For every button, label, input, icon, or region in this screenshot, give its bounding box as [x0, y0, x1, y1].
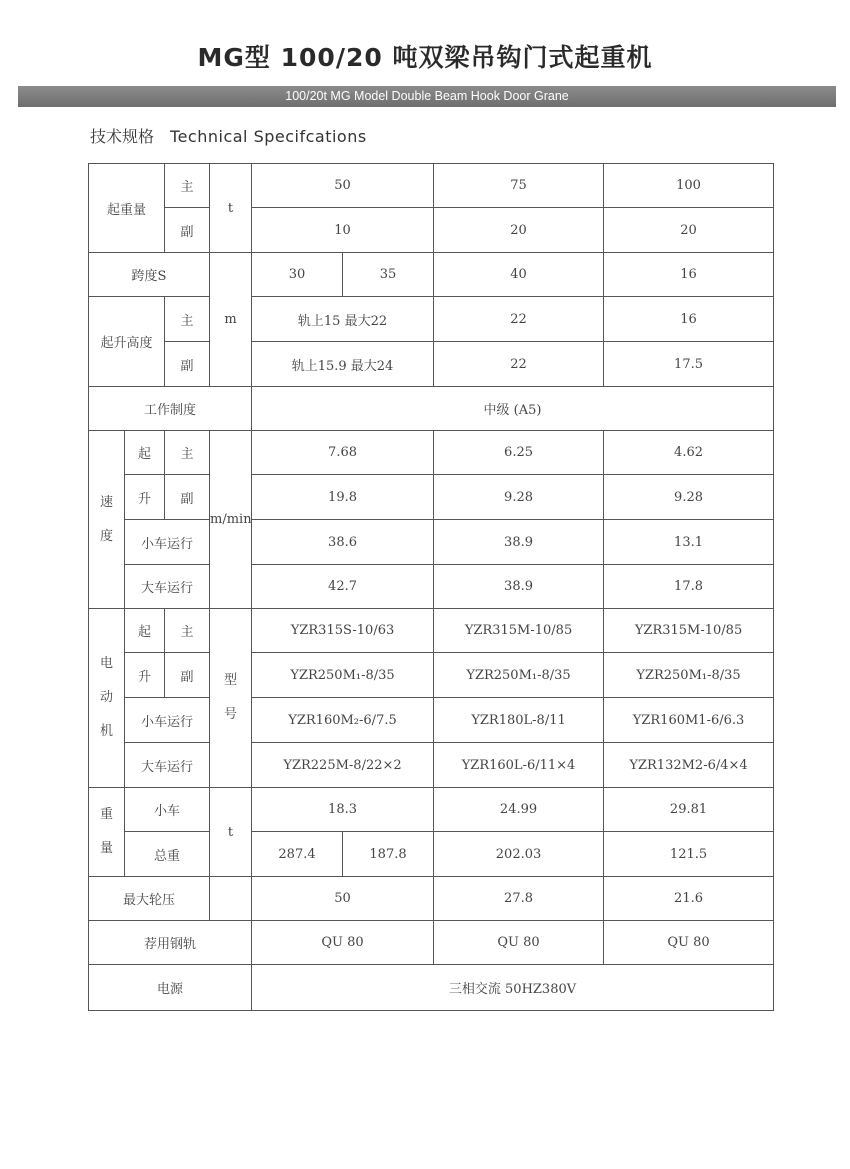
table-row [89, 565, 774, 609]
table-row [89, 832, 774, 877]
table-cell: 16 [604, 253, 774, 297]
table-cell: 42.7 [252, 565, 434, 609]
table-cell: 17.5 [604, 342, 774, 387]
row-label: 起重量 [89, 164, 165, 253]
table-cell: 20 [434, 208, 604, 253]
table-cell: 50 [252, 164, 434, 208]
table-row [89, 965, 774, 1011]
table-cell: YZR315S-10/63 [252, 609, 434, 653]
row-sublabel: 升 [125, 475, 165, 520]
row-sublabel: 副 [165, 653, 210, 698]
table-cell: 19.8 [252, 475, 434, 520]
row-label: 跨度S [89, 253, 210, 297]
table-row [89, 877, 774, 921]
table-cell: 40 [434, 253, 604, 297]
row-sublabel: 副 [165, 475, 210, 520]
table-cell: QU 80 [604, 921, 774, 965]
table-cell: 4.62 [604, 431, 774, 475]
row-sublabel: 小车 [125, 788, 210, 832]
row-sublabel: 起 [125, 431, 165, 475]
row-sublabel: 起 [125, 609, 165, 653]
weight-group-label: 重 量 [89, 788, 125, 877]
row-label: 最大轮压 [89, 877, 210, 921]
table-cell: 21.6 [604, 877, 774, 921]
table-cell: YZR160L-6/11×4 [434, 743, 604, 788]
table-row [89, 253, 774, 297]
row-sublabel: 主 [165, 164, 210, 208]
unit-cell: 型 号 [210, 609, 252, 788]
row-sublabel: 副 [165, 342, 210, 387]
row-sublabel: 大车运行 [125, 743, 210, 788]
row-sublabel: 主 [165, 431, 210, 475]
row-label: 荐用钢轨 [89, 921, 252, 965]
row-sublabel: 升 [125, 653, 165, 698]
table-cell: 18.3 [252, 788, 434, 832]
section-title-en: Technical Specifcations [170, 127, 367, 146]
row-sublabel: 总重 [125, 832, 210, 877]
table-row [89, 297, 774, 342]
table-cell: 287.4 [252, 832, 343, 877]
table-cell: 16 [604, 297, 774, 342]
table-row [89, 653, 774, 698]
row-sublabel: 小车运行 [125, 698, 210, 743]
row-label: 起升高度 [89, 297, 165, 387]
table-cell: 29.81 [604, 788, 774, 832]
table-cell: 27.8 [434, 877, 604, 921]
table-cell: 6.25 [434, 431, 604, 475]
table-cell: 9.28 [604, 475, 774, 520]
table-row [89, 609, 774, 653]
row-sublabel: 小车运行 [125, 520, 210, 565]
table-cell: QU 80 [434, 921, 604, 965]
table-cell: 轨上15.9 最大24 [252, 342, 434, 387]
unit-cell [210, 877, 252, 921]
row-sublabel: 副 [165, 208, 210, 253]
table-cell: 20 [604, 208, 774, 253]
table-row [89, 208, 774, 253]
table-cell: 13.1 [604, 520, 774, 565]
subtitle-banner: 100/20t MG Model Double Beam Hook Door Grane [18, 86, 836, 107]
table-row [89, 164, 774, 208]
table-cell: 121.5 [604, 832, 774, 877]
table-cell: YZR180L-8/11 [434, 698, 604, 743]
table-row [89, 387, 774, 431]
table-cell: YZR132M2-6/4×4 [604, 743, 774, 788]
table-cell: 38.6 [252, 520, 434, 565]
table-cell: 三相交流 50HZ380V [252, 965, 774, 1011]
row-sublabel: 主 [165, 609, 210, 653]
table-cell: YZR250M₁-8/35 [604, 653, 774, 698]
row-label: 工作制度 [89, 387, 252, 431]
unit-cell: t [210, 164, 252, 253]
table-row [89, 788, 774, 832]
table-row [89, 475, 774, 520]
motor-group-label: 电 动 机 [89, 609, 125, 788]
unit-cell: t [210, 788, 252, 877]
table-cell: 中级 (A5) [252, 387, 774, 431]
table-cell: 22 [434, 297, 604, 342]
table-cell: 202.03 [434, 832, 604, 877]
table-cell: 38.9 [434, 520, 604, 565]
row-sublabel: 大车运行 [125, 565, 210, 609]
row-label: 电源 [89, 965, 252, 1011]
unit-cell: m/min [210, 431, 252, 609]
table-cell: YZR160M₂-6/7.5 [252, 698, 434, 743]
table-row [89, 431, 774, 475]
table-cell: 7.68 [252, 431, 434, 475]
table-cell: YZR315M-10/85 [604, 609, 774, 653]
table-row [89, 743, 774, 788]
table-row [89, 342, 774, 387]
section-heading [90, 124, 367, 147]
table-cell: 100 [604, 164, 774, 208]
table-row [89, 698, 774, 743]
table-cell: YZR250M₁-8/35 [252, 653, 434, 698]
table-cell: 75 [434, 164, 604, 208]
table-cell: 35 [343, 253, 434, 297]
table-cell: 9.28 [434, 475, 604, 520]
spec-table [88, 163, 774, 1011]
unit-cell: m [210, 253, 252, 387]
speed-group-label: 速 度 [89, 431, 125, 609]
table-cell: 187.8 [343, 832, 434, 877]
table-cell: YZR160M1-6/6.3 [604, 698, 774, 743]
table-cell: YZR315M-10/85 [434, 609, 604, 653]
section-title-cn: 技术规格 [90, 127, 155, 146]
table-cell: 50 [252, 877, 434, 921]
table-cell: QU 80 [252, 921, 434, 965]
table-cell: 17.8 [604, 565, 774, 609]
table-cell: 22 [434, 342, 604, 387]
table-cell: 38.9 [434, 565, 604, 609]
table-cell: 10 [252, 208, 434, 253]
table-cell: 轨上15 最大22 [252, 297, 434, 342]
table-cell: YZR250M₁-8/35 [434, 653, 604, 698]
table-cell: 30 [252, 253, 343, 297]
table-cell: 24.99 [434, 788, 604, 832]
row-sublabel: 主 [165, 297, 210, 342]
table-cell: YZR225M-8/22×2 [252, 743, 434, 788]
table-row [89, 921, 774, 965]
page-title: MG型 100/20 吨双梁吊钩门式起重机 [197, 43, 653, 72]
table-row [89, 520, 774, 565]
